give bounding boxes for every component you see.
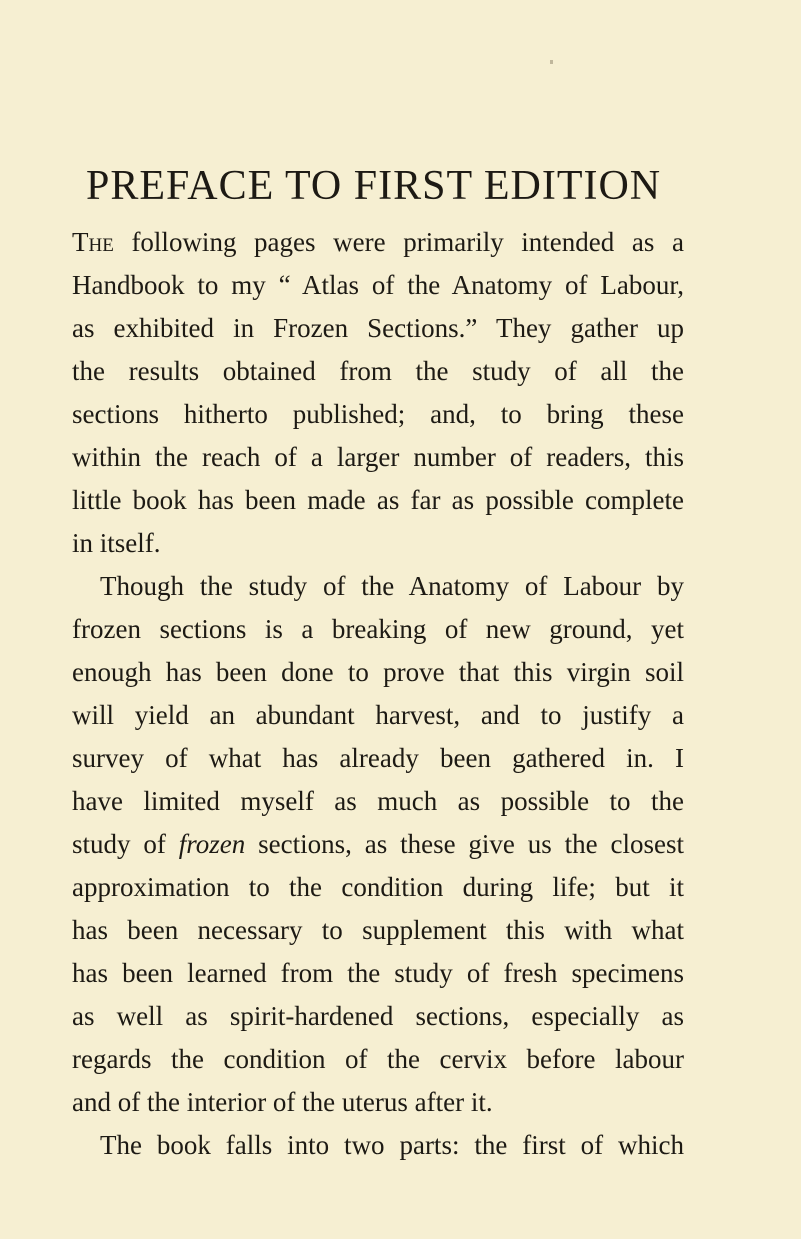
paragraph-1-line-2: Handbook to my “ Atlas of the Anatomy of Labour, — [72, 270, 684, 300]
paragraph-2-line-7 — [72, 827, 684, 861]
paragraph-2-line-13: and of the interior of the uterus after it. — [72, 1087, 493, 1117]
paragraph-1-line-5: sections hitherto published; and, to bring these — [72, 399, 684, 429]
paragraph-1-line-3: as exhibited in Frozen Sections.” They gather up — [72, 313, 684, 343]
paragraph-2-line-1: Though the study of the Anatomy of Labour by — [100, 571, 684, 601]
paragraph-1-line-6: within the reach of a larger number of readers, this — [72, 442, 684, 472]
text-span: following pages were primarily intended as a — [113, 227, 684, 257]
paragraph-2-line-2: frozen sections is a breaking of new ground, yet — [72, 614, 684, 644]
paragraph-2-line-8: approximation to the condition during life; but it — [72, 872, 684, 902]
text-span: study of — [72, 829, 179, 859]
paragraph-2-line-6: have limited myself as much as possible to the — [72, 786, 684, 816]
paragraph-2-line-9: has been necessary to supplement this with what — [72, 915, 684, 945]
paragraph-2-line-3: enough has been done to prove that this virgin soil — [72, 657, 684, 687]
paragraph-1-line-1 — [72, 225, 684, 259]
paragraph-3-line-1: The book falls into two parts: the first of which — [100, 1130, 684, 1160]
paragraph-1-line-7: little book has been made as far as possible complete — [72, 485, 684, 515]
paragraph-2-line-12: regards the condition of the cervix before labour — [72, 1044, 684, 1074]
drop-word: The — [72, 227, 114, 257]
italic-word: frozen — [178, 829, 246, 859]
paragraph-2-line-4: will yield an abundant harvest, and to justify a — [72, 700, 684, 730]
text-span: sections, as these give us the closest — [245, 829, 685, 859]
paragraph-1-line-4: the results obtained from the study of all the — [72, 356, 684, 386]
paper-speck — [550, 60, 553, 64]
paragraph-1-line-8: in itself. — [72, 528, 161, 558]
paragraph-2-line-10: has been learned from the study of fresh specimens — [72, 958, 684, 988]
paragraph-2-line-5: survey of what has already been gathered in. I — [72, 743, 684, 773]
paragraph-2-line-11: as well as spirit-hardened sections, especially as — [72, 1001, 684, 1031]
page-title: PREFACE TO FIRST EDITION — [86, 163, 662, 209]
